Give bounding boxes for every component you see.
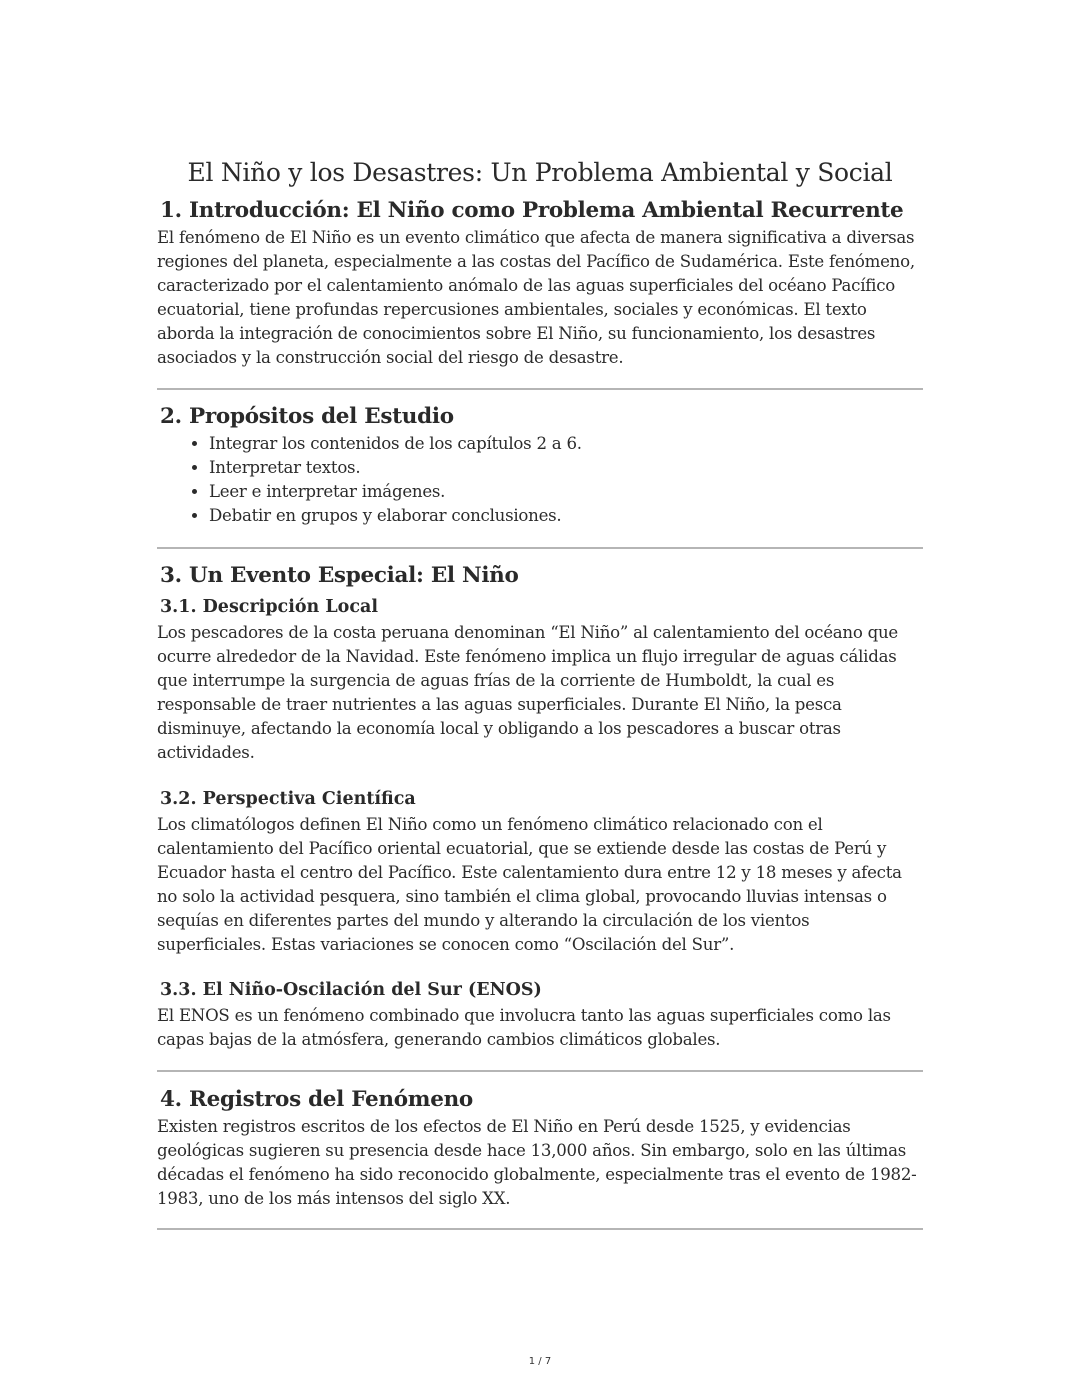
- subsection-heading: 3.3. El Niño-Oscilación del Sur (ENOS): [160, 980, 542, 1000]
- section-heading: 4. Registros del Fenómeno: [160, 1087, 473, 1112]
- divider: [157, 547, 923, 549]
- section-heading: 3. Un Evento Especial: El Niño: [160, 563, 519, 588]
- section-paragraph: El fenómeno de El Niño es un evento climático que afecta de manera significativa a diversas regiones del planeta, especialmente a las costas del Pacífico de Sudamérica. Este fenómeno, caracterizado por el calentamiento anómalo de las aguas superficiales del océano Pacífico ecuatorial, tiene profundas repercusiones ambientales, sociales y económicas. El texto aborda la integración de conocimientos sobre El Niño, su funcionamiento, los desastres asociados y la construcción social del riesgo de desastre.: [157, 228, 915, 367]
- subsection-heading: 3.1. Descripción Local: [160, 597, 378, 617]
- divider: [157, 388, 923, 390]
- section-records: [157, 1086, 923, 1211]
- section-special-event: [157, 562, 923, 1052]
- subsection-heading: 3.2. Perspectiva Científica: [160, 789, 416, 809]
- list-item: • Debatir en grupos y elaborar conclusiones.: [209, 504, 923, 528]
- subsection-paragraph: Los pescadores de la costa peruana denominan “El Niño” al calentamiento del océano que ocurre alrededor de la Navidad. Este fenómeno implica un flujo irregular de aguas cálidas que interrumpe la surgencia de aguas frías de la corriente de Humboldt, la cual es responsable de traer nutrientes a las aguas superficiales. Durante El Niño, la pesca disminuye, afectando la economía local y obligando a los pescadores a buscar otras actividades.: [157, 623, 899, 762]
- section-paragraph: Existen registros escritos de los efectos de El Niño en Perú desde 1525, y evidencias geológicas sugieren su presencia desde hace 13,000 años. Sin embargo, solo en las últimas décadas el fenómeno ha sido reconocido globalmente, especialmente tras el evento de 1982-1983, uno de los más intensos del siglo XX.: [157, 1117, 917, 1208]
- subsection-paragraph: El ENOS es un fenómeno combinado que involucra tanto las aguas superficiales como las capas bajas de la atmósfera, generando cambios climáticos globales.: [157, 1006, 891, 1049]
- divider: [157, 1228, 923, 1230]
- document-title: El Niño y los Desastres: Un Problema Ambiental y Social: [187, 158, 893, 187]
- section-heading: 2. Propósitos del Estudio: [160, 404, 454, 429]
- subsection-paragraph: Los climatólogos definen El Niño como un fenómeno climático relacionado con el calentamiento del Pacífico oriental ecuatorial, que se extiende desde las costas de Perú y Ecuador hasta el centro del Pacífico. Este calentamiento dura entre 12 y 18 meses y afecta no solo la actividad pesquera, sino también el clima global, provocando lluvias intensas o sequías en diferentes partes del mundo y alterando la circulación de los vientos superficiales. Estas variaciones se conocen como “Oscilación del Sur”.: [157, 815, 902, 954]
- section-heading: 1. Introducción: El Niño como Problema Ambiental Recurrente: [160, 198, 904, 223]
- section-introduction: [157, 197, 923, 370]
- section-purposes: [157, 403, 923, 528]
- purposes-list: [157, 432, 923, 528]
- list-item: • Integrar los contenidos de los capítulos 2 a 6.: [209, 432, 923, 456]
- divider: [157, 1070, 923, 1072]
- list-item: • Leer e interpretar imágenes.: [209, 480, 923, 504]
- page-number: 1 / 7: [528, 1356, 552, 1367]
- list-item: • Interpretar textos.: [209, 456, 923, 480]
